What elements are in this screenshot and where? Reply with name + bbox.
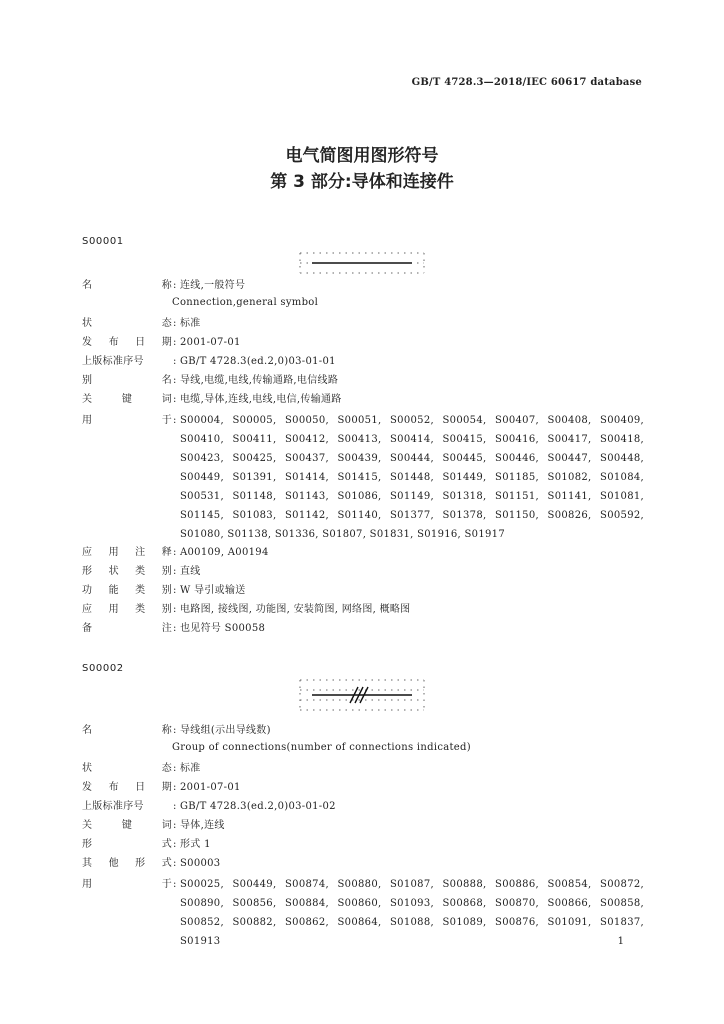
english-name: Group of connections(number of connections indicated) — [172, 742, 471, 753]
field-value: 导线,电缆,电线,传输通路,电信线路 — [180, 375, 339, 386]
standard-number-header: GB/T 4728.3—2018/IEC 60617 database — [411, 77, 642, 88]
document-subtitle: 第 3 部分:导体和连接件 — [270, 172, 454, 192]
field-value: GB/T 4728.3(ed.2,0)03-01-01 — [180, 356, 336, 367]
field-value: 导体,连线 — [180, 820, 225, 831]
field-value: 直线 — [180, 566, 201, 577]
field-value: 也见符号 S00058 — [180, 623, 266, 634]
field-value: GB/T 4728.3(ed.2,0)03-01-02 — [180, 801, 336, 812]
document-title: 电气简图用图形符号 — [285, 146, 439, 166]
field-value: 标准 — [180, 763, 201, 774]
field-value: S00003 — [180, 858, 221, 869]
field-value: S00025, S00449, S00874, S00880, S01087, S00888, S00886, S00854, S00872, S00890, S00856, S00884, S00860, S01093, S00868, S00870, S00866, S00858, S00852, S00882, S00862, S00864, S01088, S01089, S00876, S01091, S01837, S01913 — [180, 879, 644, 947]
field-value: 电缆,导体,连线,电线,电信,传输通路 — [180, 394, 342, 405]
page-number: 1 — [617, 936, 624, 947]
field-value: 2001-07-01 — [180, 337, 241, 348]
english-name: Connection,general symbol — [172, 297, 319, 308]
single-line-connection-icon — [296, 250, 428, 276]
three-conductor-connection-icon — [296, 677, 428, 703]
field-value: 导线组(示出导线数) — [180, 725, 271, 736]
field-value: 2001-07-01 — [180, 782, 241, 793]
entry-code: S00001 — [82, 236, 124, 247]
field-value: 电路图, 接线图, 功能图, 安装简图, 网络图, 概略图 — [180, 604, 411, 615]
field-value: 形式 1 — [180, 839, 211, 850]
field-value: S00004, S00005, S00050, S00051, S00052, S00054, S00407, S00408, S00409, S00410, S00411, S00412, S00413, S00414, S00415, S00416, S00417, S00418, S00423, S00425, S00437, S00439, S00444, S00445, S00446, S00447, S00448, S00449, S01391, S01414, S01415, S01448, S01449, S01185, S01082, S01084, S00531, S01148, S01143, S01086, S01149, S01318, S01151, S01141, S01081, S01145, S01083, S01142, S01140, S01377, S01378, S01150, S00826, S00592, S01080, S01138, S01336, S01807, S01831, S01916, S01917 — [180, 415, 644, 540]
field-value: A00109, A00194 — [180, 547, 269, 558]
field-value: 连线,一般符号 — [180, 280, 246, 291]
entry-code: S00002 — [82, 663, 124, 674]
field-value: W 导引或输送 — [180, 585, 246, 596]
field-value: 标准 — [180, 318, 201, 329]
